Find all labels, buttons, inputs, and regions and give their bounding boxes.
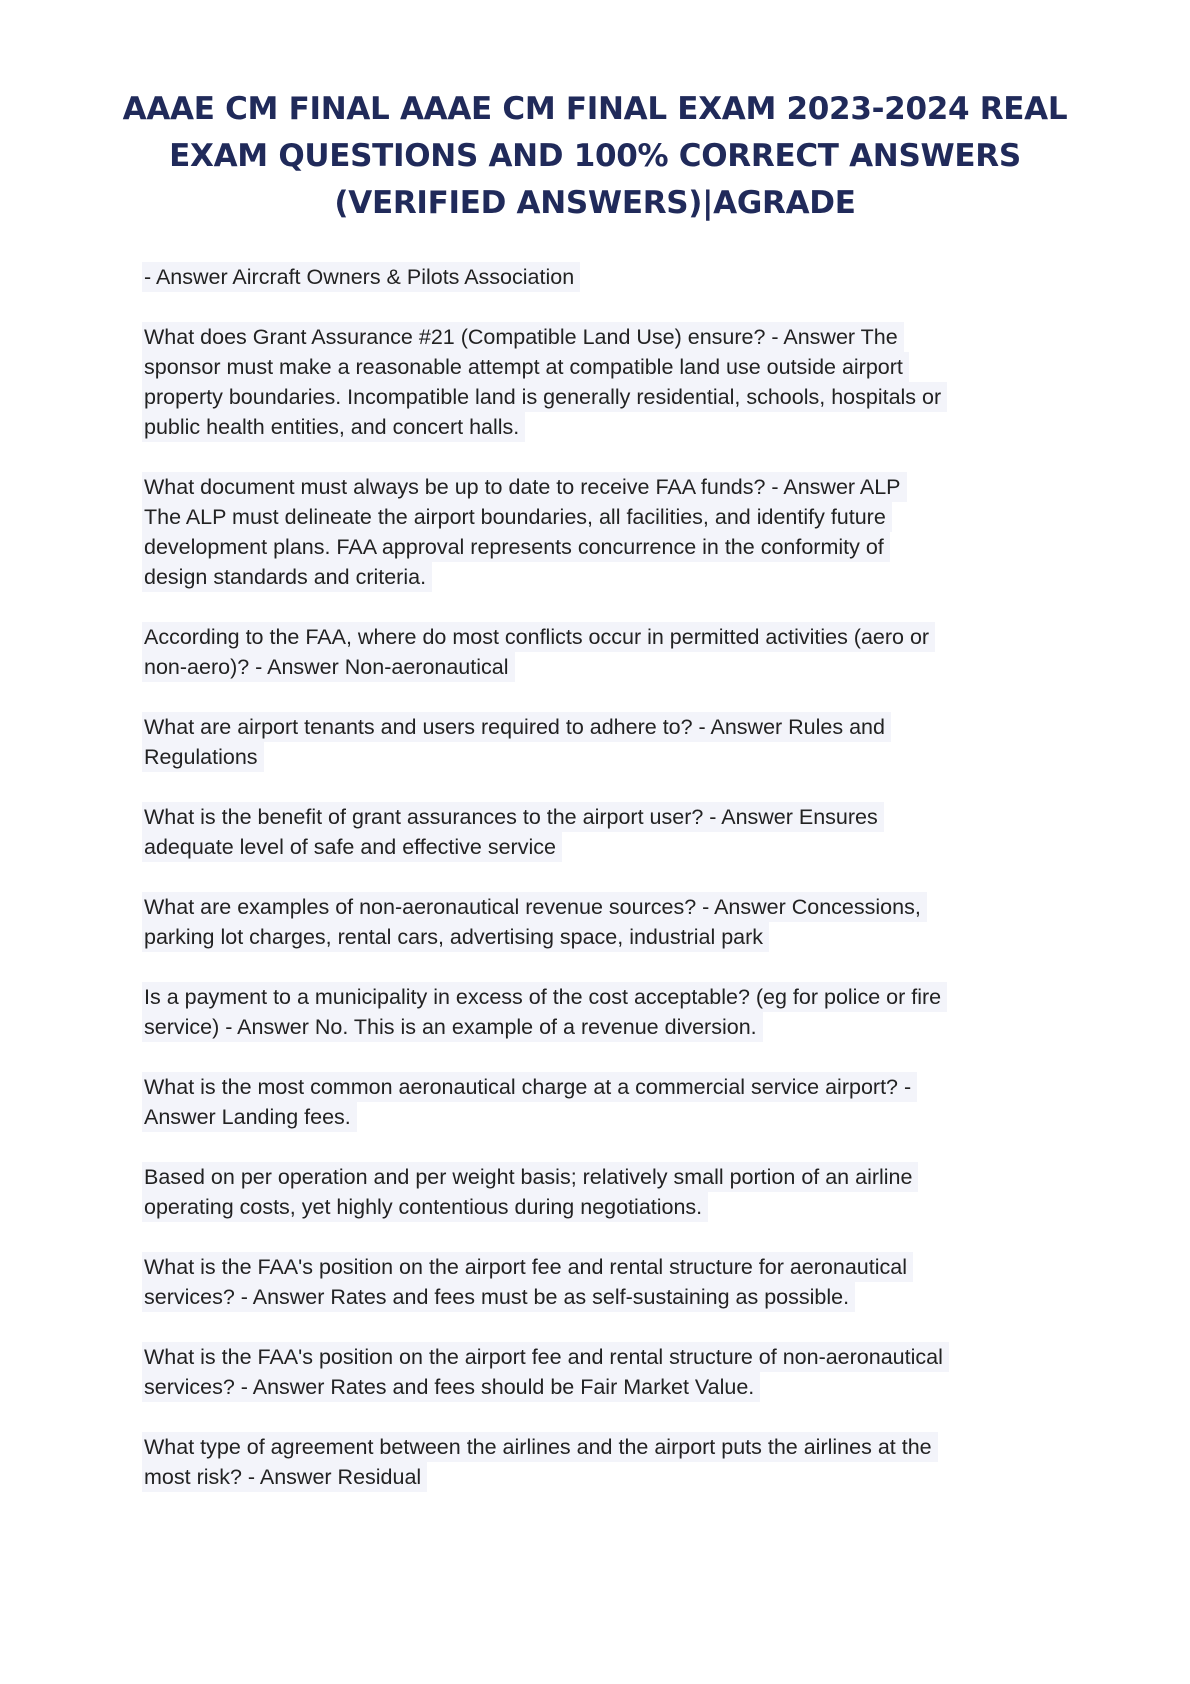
qa-paragraph (144, 1162, 1064, 1222)
text-line: service) - Answer No. This is an example of a revenue diversion. (142, 1012, 763, 1042)
text-line: What document must always be up to date to receive FAA funds? - Answer ALP (142, 472, 907, 502)
title-line: AAAE CM FINAL AAAE CM FINAL EXAM 2023-2024 REAL (122, 91, 1068, 127)
text-line: - Answer Aircraft Owners & Pilots Association (142, 262, 580, 292)
text-line: What type of agreement between the airlines and the airport puts the airlines at the (142, 1432, 938, 1462)
text-line: What is the FAA's position on the airport fee and rental structure of non-aeronautical (142, 1342, 949, 1372)
title-line: (VERIFIED ANSWERS)|AGRADE (334, 185, 856, 221)
text-line: parking lot charges, rental cars, advertising space, industrial park (142, 922, 769, 952)
qa-paragraph (144, 472, 1064, 592)
text-line: sponsor must make a reasonable attempt at compatible land use outside airport (142, 352, 909, 382)
text-line: What are airport tenants and users required to adhere to? - Answer Rules and (142, 712, 891, 742)
text-line: Based on per operation and per weight basis; relatively small portion of an airline (142, 1162, 918, 1192)
text-line: What does Grant Assurance #21 (Compatible Land Use) ensure? - Answer The (142, 322, 904, 352)
text-line: services? - Answer Rates and fees should be Fair Market Value. (142, 1372, 760, 1402)
text-line: services? - Answer Rates and fees must be as self-sustaining as possible. (142, 1282, 855, 1312)
text-line: The ALP must delineate the airport boundaries, all facilities, and identify future (142, 502, 892, 532)
qa-paragraph (144, 322, 1064, 442)
text-line: most risk? - Answer Residual (142, 1462, 427, 1492)
qa-paragraph (144, 892, 1064, 952)
text-line: Regulations (142, 742, 264, 772)
qa-paragraph (144, 1432, 1064, 1492)
text-line: Answer Landing fees. (142, 1102, 357, 1132)
document-title (120, 86, 1070, 227)
qa-paragraph (144, 1252, 1064, 1312)
text-line: What is the most common aeronautical charge at a commercial service airport? - (142, 1072, 917, 1102)
text-line: design standards and criteria. (142, 562, 432, 592)
qa-paragraph (144, 1072, 1064, 1132)
qa-paragraph (144, 1342, 1064, 1402)
text-line: property boundaries. Incompatible land is generally residential, schools, hospitals or (142, 382, 947, 412)
document-body (144, 262, 1064, 1522)
title-line: EXAM QUESTIONS AND 100% CORRECT ANSWERS (169, 138, 1021, 174)
qa-paragraph (144, 802, 1064, 862)
text-line: What is the FAA's position on the airport fee and rental structure for aeronautical (142, 1252, 913, 1282)
text-line: adequate level of safe and effective service (142, 832, 562, 862)
text-line: non-aero)? - Answer Non-aeronautical (142, 652, 515, 682)
qa-paragraph (144, 262, 1064, 292)
text-line: public health entities, and concert halls. (142, 412, 525, 442)
text-line: According to the FAA, where do most conflicts occur in permitted activities (aero or (142, 622, 935, 652)
qa-paragraph (144, 622, 1064, 682)
text-line: What are examples of non-aeronautical revenue sources? - Answer Concessions, (142, 892, 927, 922)
qa-paragraph (144, 982, 1064, 1042)
qa-paragraph (144, 712, 1064, 772)
text-line: Is a payment to a municipality in excess of the cost acceptable? (eg for police or fire (142, 982, 947, 1012)
text-line: What is the benefit of grant assurances to the airport user? - Answer Ensures (142, 802, 884, 832)
text-line: development plans. FAA approval represents concurrence in the conformity of (142, 532, 890, 562)
text-line: operating costs, yet highly contentious during negotiations. (142, 1192, 708, 1222)
